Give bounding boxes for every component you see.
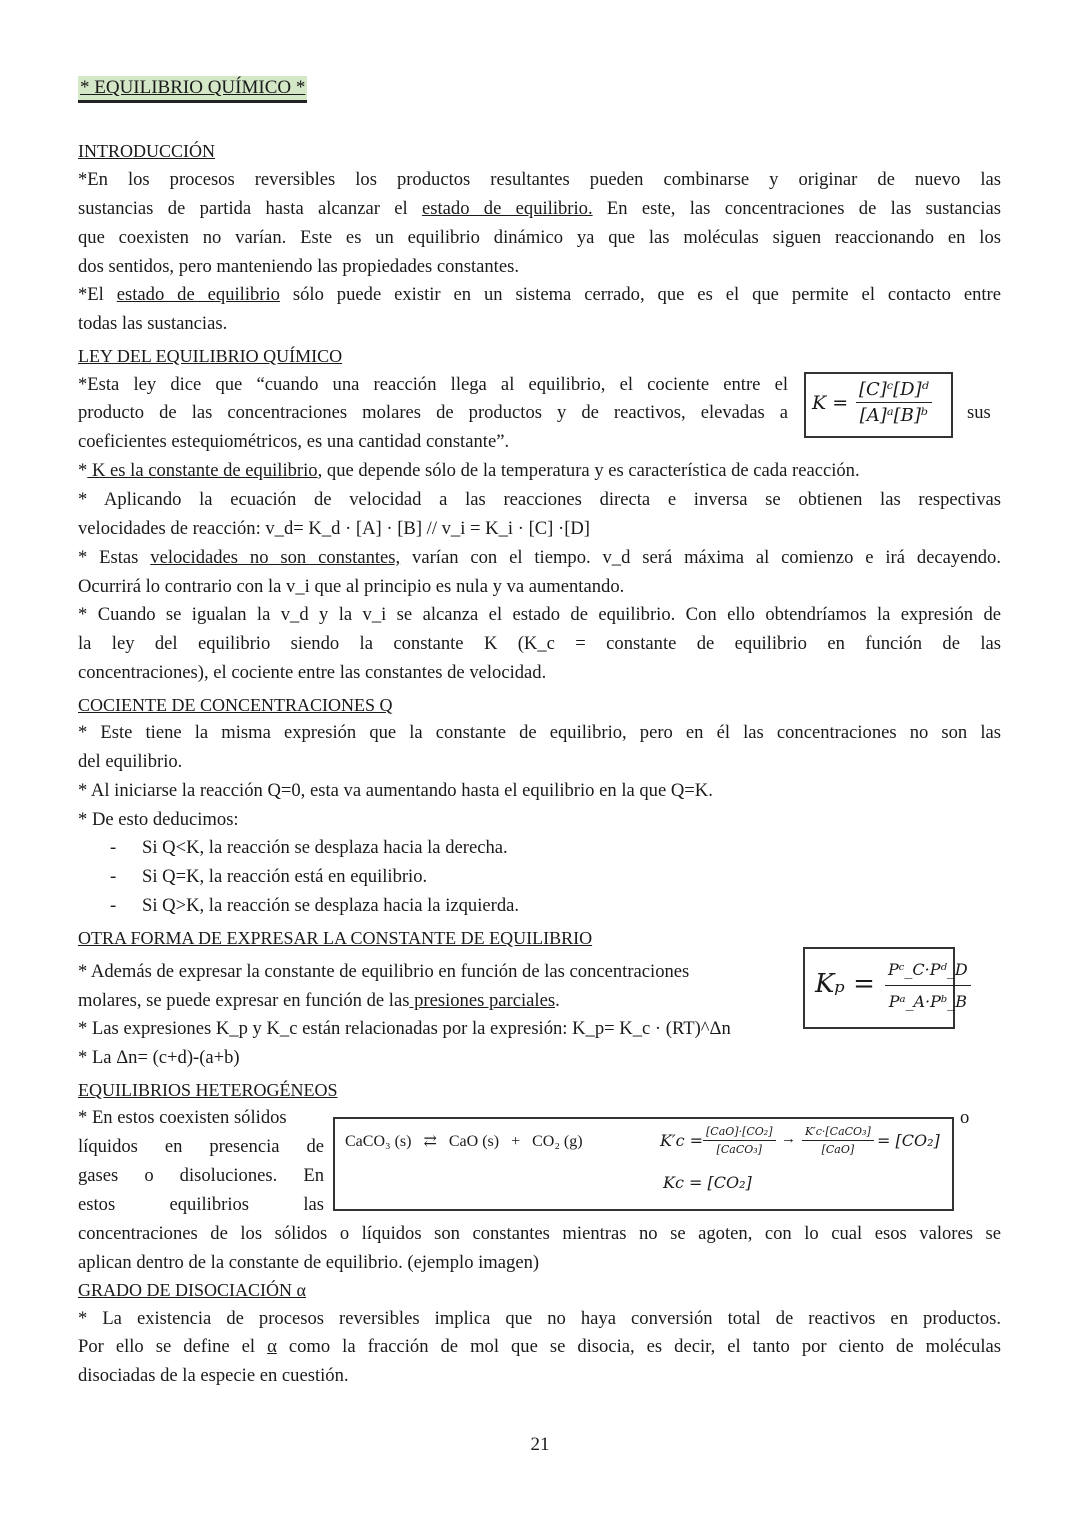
paragraph-line: * De esto deducimos: (78, 809, 239, 830)
list-item: Si Q<K, la reacción se desplaza hacia la derecha. (142, 837, 508, 858)
kc2-fraction (802, 1123, 874, 1158)
page-number: 21 (530, 1434, 550, 1455)
paragraph-line: * En estos coexisten sólidos (78, 1107, 287, 1128)
kc2-rhs: = [CO₂] (877, 1131, 940, 1150)
kc-prime-fraction (703, 1123, 776, 1158)
paragraph-line: velocidades de reacción: v_d= K_d · [A] · [B] // v_i = K_i · [C] ·[D] (78, 518, 590, 539)
kp-lhs: Kₚ = (815, 969, 875, 999)
equilibrium-constant-formula (804, 372, 953, 438)
paragraph-line-end: sus (967, 402, 991, 423)
kc-prime-numerator: [CaO]·[CO₂] (703, 1123, 776, 1141)
paragraph-line: concentraciones de los sólidos o líquidos son constantes mientras no se agoten, con lo cual esos valores se (78, 1223, 1001, 1244)
list-item: Si Q>K, la reacción se desplaza hacia la izquierda. (142, 895, 520, 916)
paragraph-line: * Las expresiones K_p y K_c están relacionadas por la expresión: K_p= K_c · (RT)^Δn (78, 1018, 731, 1039)
kp-denominator: Pᵃ_A·Pᵇ_B (888, 992, 968, 1011)
section-heading-ley: LEY DEL EQUILIBRIO QUÍMICO (78, 346, 343, 366)
section-heading-otra-forma: OTRA FORMA DE EXPRESAR LA CONSTANTE DE EQUILIBRIO (78, 928, 593, 948)
paragraph-line: *En los procesos reversibles los productos resultantes pueden combinarse y originar de nuevo las (78, 169, 1001, 190)
paragraph-line: Ocurrirá lo contrario con la v_i que al principio es nula y va aumentando. (78, 576, 625, 597)
kc-final: Kc = [CO₂] (663, 1173, 752, 1192)
kc2-numerator: K′c·[CaCO₃] (802, 1123, 874, 1141)
section-heading-cociente: COCIENTE DE CONCENTRACIONES Q (78, 695, 393, 715)
paragraph-line: * Además de expresar la constante de equilibrio en función de las concentraciones (78, 961, 690, 982)
formula-fraction (856, 377, 932, 428)
paragraph-line: * Este tiene la misma expresión que la constante de equilibrio, pero en él las concentraciones no son las (78, 722, 1001, 743)
paragraph-line: coeficientes estequiométricos, es una cantidad constante”. (78, 431, 510, 452)
paragraph-line: aplican dentro de la constante de equilibrio. (ejemplo imagen) (78, 1252, 540, 1273)
formula-denominator: [A]ᵃ[B]ᵇ (859, 405, 929, 426)
heterogeneous-equilibrium-example (333, 1117, 954, 1211)
paragraph-line: *El estado de equilibrio sólo puede existir en un sistema cerrado, que es el que permite el contacto entre (78, 284, 1001, 305)
paragraph-line: líquidos en presencia de (78, 1136, 324, 1157)
list-item: Si Q=K, la reacción está en equilibrio. (142, 866, 428, 887)
paragraph-line-end: o (960, 1107, 970, 1128)
kp-formula (803, 947, 968, 1029)
formula-numerator: [C]ᶜ[D]ᵈ (856, 377, 932, 403)
paragraph-line: estos equilibrios las (78, 1194, 324, 1215)
paragraph-line: la ley del equilibrio siendo la constante K (K_c = constante de equilibrio en función de las (78, 633, 1001, 654)
paragraph-line: * K es la constante de equilibrio, que depende sólo de la temperatura y es característica de cada reacción. (78, 460, 860, 481)
paragraph-line: Por ello se define el α como la fracción de mol que se disocia, es decir, el tanto por ciento de moléculas (78, 1336, 1001, 1357)
kc2-denominator: [CaO] (821, 1143, 855, 1156)
paragraph-line: * Aplicando la ecuación de velocidad a las reacciones directa e inversa se obtienen las respectivas (78, 489, 1001, 510)
kp-fraction (885, 954, 971, 1017)
paragraph-line: concentraciones), el cociente entre las constantes de velocidad. (78, 662, 547, 683)
paragraph-line: que coexisten no varían. Este es un equilibrio dinámico ya que las moléculas siguen reaccionando en los (78, 227, 1001, 248)
paragraph-line: sustancias de partida hasta alcanzar el estado de equilibrio. En este, las concentraciones de las sustancias (78, 198, 1002, 219)
paragraph-line: del equilibrio. (78, 751, 183, 772)
bullet-dash: - (110, 837, 117, 858)
paragraph-line: disociadas de la especie en cuestión. (78, 1365, 349, 1386)
paragraph-line: * La Δn= (c+d)-(a+b) (78, 1047, 240, 1068)
section-heading-introduccion: INTRODUCCIÓN (78, 141, 215, 161)
bullet-dash: - (110, 866, 117, 887)
arrow-icon: → (781, 1131, 796, 1147)
paragraph-line: * Al iniciarse la reacción Q=0, esta va aumentando hasta el equilibrio en la que Q=K. (78, 780, 713, 801)
paragraph-line: *Esta ley dice que “cuando una reacción llega al equilibrio, el cociente entre el (78, 374, 788, 395)
paragraph-line: producto de las concentraciones molares de productos y de reactivos, elevadas a (78, 402, 788, 423)
paragraph-line: * Estas velocidades no son constantes, varían con el tiempo. v_d será máxima al comienzo e irá decayendo. (78, 547, 1001, 568)
reaction-equation: CaCO₃ (s) ⇄ CaO (s) + CO₂ (g) (345, 1133, 583, 1150)
kc-prime-denominator: [CaCO₃] (716, 1143, 762, 1156)
section-heading-grado: GRADO DE DISOCIACIÓN α (78, 1280, 306, 1300)
formula-lhs: K = (812, 392, 849, 414)
kp-numerator: Pᶜ_C·Pᵈ_D (885, 954, 971, 986)
paragraph-line: gases o disoluciones. En (78, 1165, 324, 1186)
kc-prime-lhs: K′c = (660, 1131, 704, 1150)
bullet-dash: - (110, 895, 117, 916)
paragraph-line: dos sentidos, pero manteniendo las propiedades constantes. (78, 256, 519, 277)
paragraph-line: * La existencia de procesos reversibles implica que no haya conversión total de reactivos en productos. (78, 1308, 1001, 1329)
paragraph-line: todas las sustancias. (78, 313, 228, 334)
paragraph-line: * Cuando se igualan la v_d y la v_i se alcanza el estado de equilibrio. Con ello obtendríamos la expresión de (78, 604, 1001, 625)
section-heading-heterogeneos: EQUILIBRIOS HETEROGÉNEOS (78, 1080, 338, 1100)
paragraph-line: molares, se puede expresar en función de las presiones parciales. (78, 990, 560, 1011)
page-title: * EQUILIBRIO QUÍMICO * (78, 76, 307, 103)
